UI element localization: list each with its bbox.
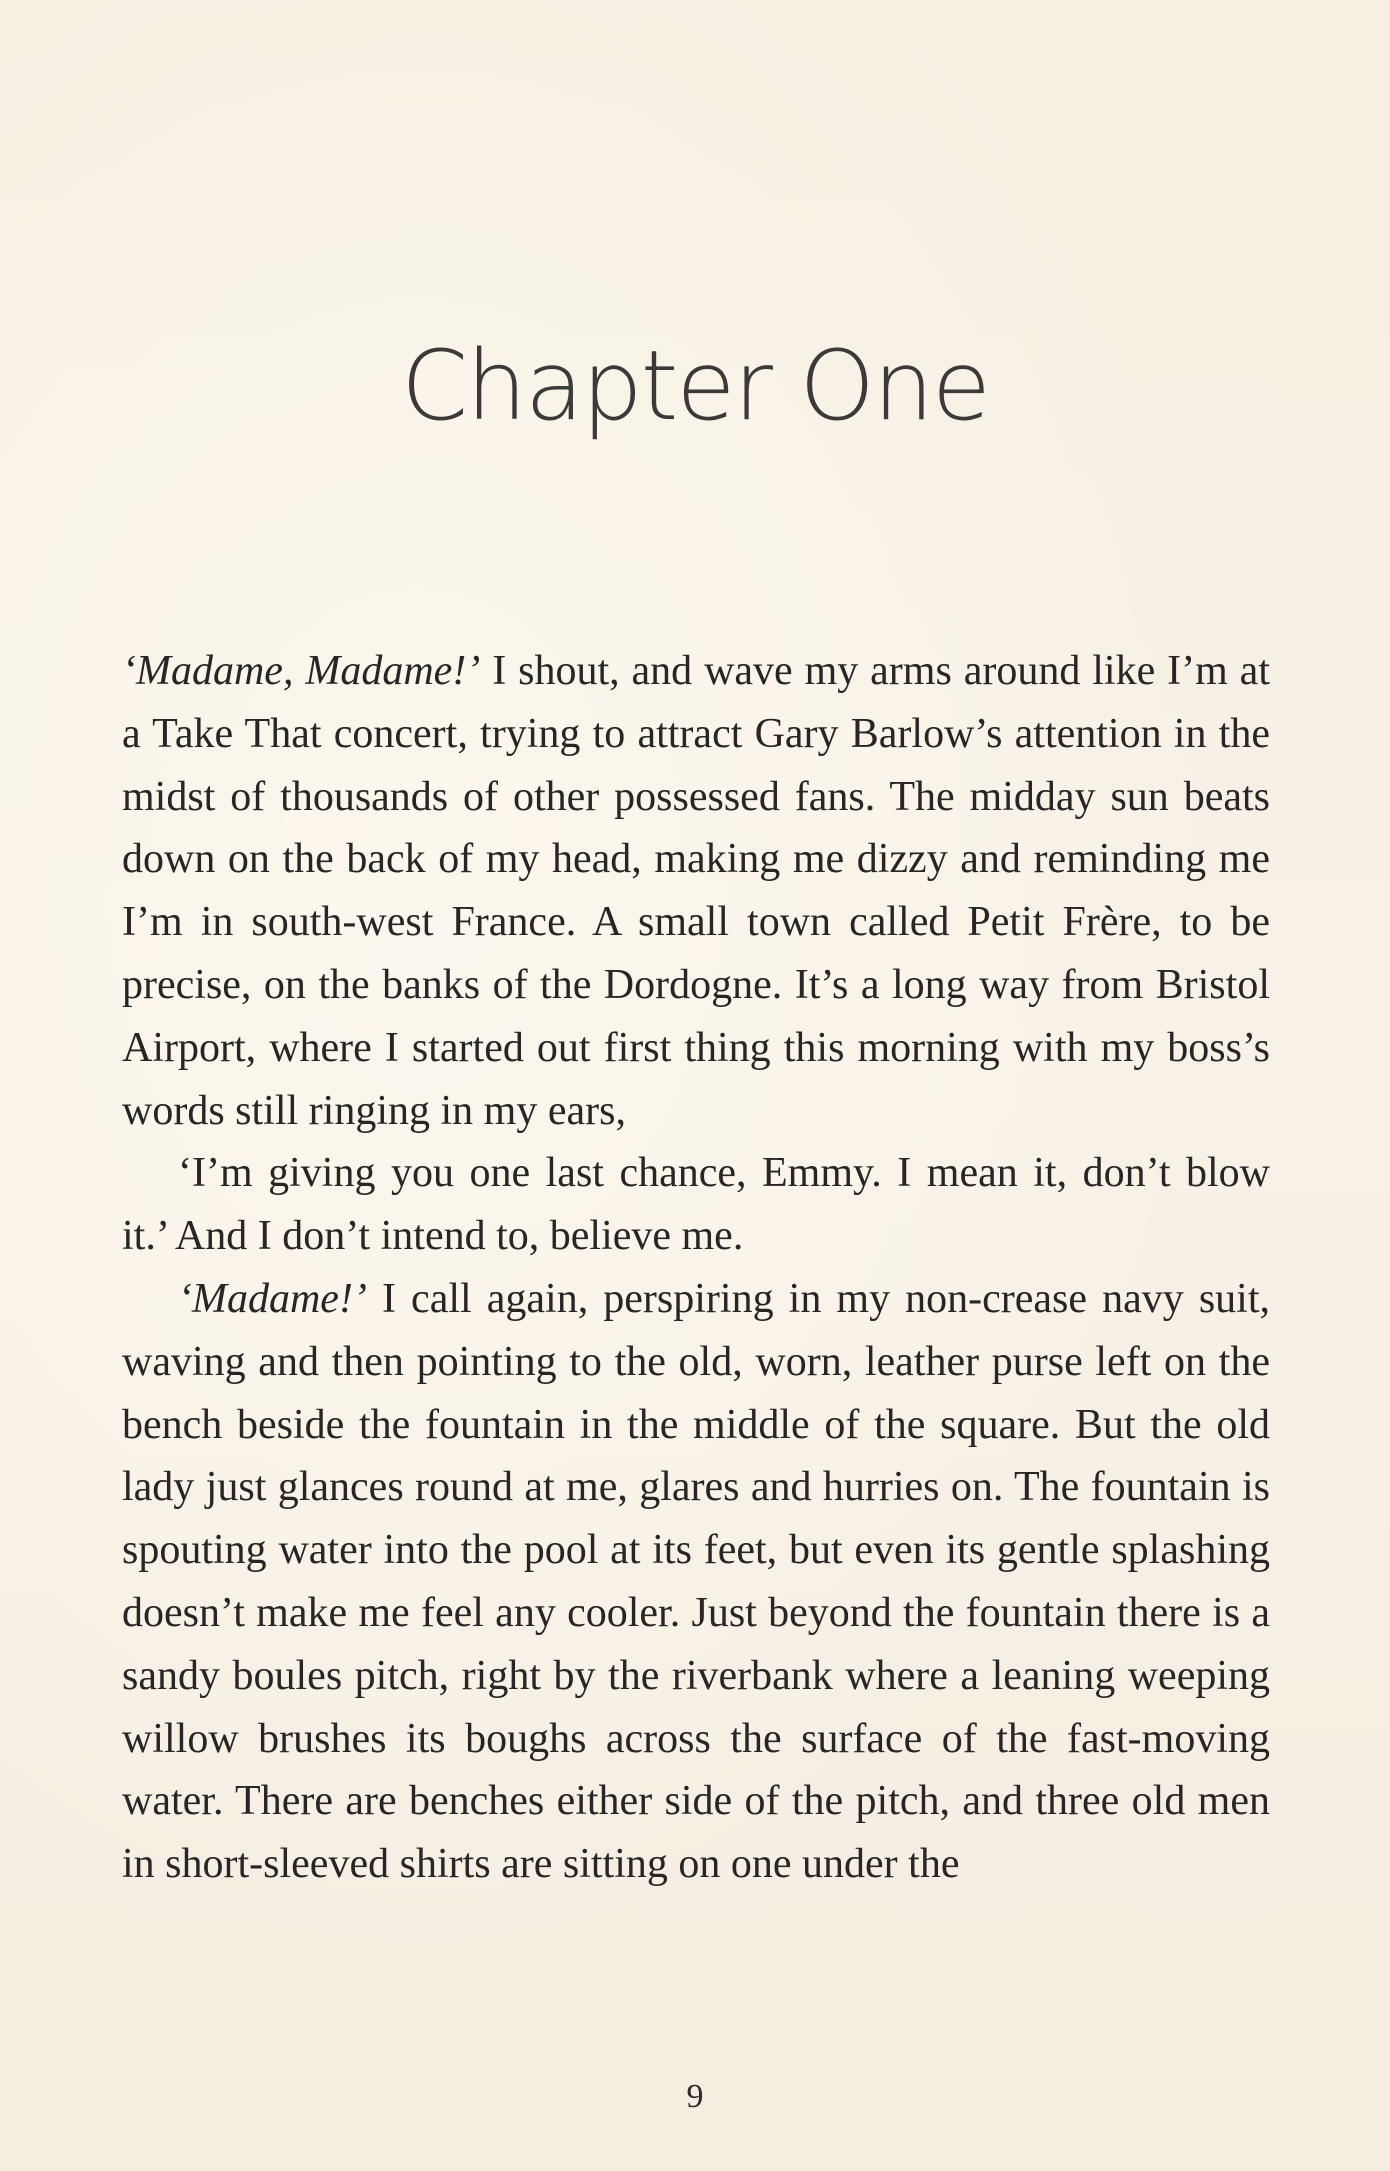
paragraph-3: [122, 1268, 1270, 1896]
paragraph-1-italic: ‘Madame, Madame!’: [122, 648, 481, 694]
page-number: 9: [686, 2078, 704, 2115]
paragraph-1-text: I shout, and wave my arms around like I’m at a Take That concert, trying to attract Gary Barlow’s attention in the midst of thousands of other possessed fans. The midday sun beats down on the back of my head, making me dizzy and reminding me I’m in south-west France. A small town called Petit Frère, to be precise, on the banks of the Dordogne. It’s a long way from Bristol Airport, where I started out first thing this morning with my boss’s words still ringing in my ears,: [122, 648, 1270, 1134]
body-text: [122, 640, 1270, 1896]
paragraph-3-italic: ‘Madame!’: [178, 1275, 367, 1322]
paragraph-1: [122, 640, 1270, 1142]
chapter-title: Chapter One: [401, 330, 989, 442]
paragraph-3-text: I call again, perspiring in my non-crease navy suit, waving and then pointing to the old, worn, leather purse left on the bench beside the fountain in the middle of the square. But the old lady just glances round at me, glares and hurries on. The fountain is spouting water into the pool at its feet, but even its gentle splashing doesn’t make me feel any cooler. Just beyond the fountain there is a sandy boules pitch, right by the riverbank where a leaning weeping willow brushes its boughs across the surface of the fast-moving water. There are benches either side of the pitch, and three old men in short-sleeved shirts are sitting on one under the: [122, 1275, 1270, 1888]
paragraph-2: [122, 1142, 1270, 1268]
paragraph-2-text: ‘I’m giving you one last chance, Emmy. I mean it, don’t blow it.’ And I don’t intend to, believe me.: [122, 1150, 1270, 1260]
